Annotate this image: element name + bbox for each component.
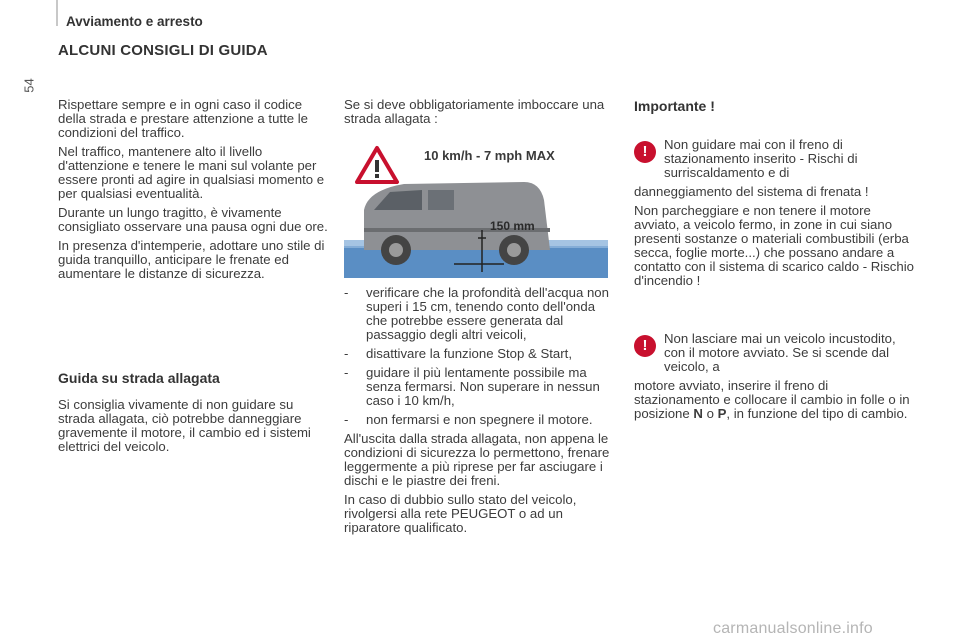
paragraph: All'uscita dalla strada allagata, non appena le condizioni di sicurezza lo permettono, frenare leggermente a più riprese per far asciugare i dischi e le piastre dei freni. bbox=[344, 431, 610, 488]
warning-parking-brake bbox=[634, 138, 916, 293]
watermark: carmanualsonline.info bbox=[713, 620, 873, 637]
flooded-road-steps bbox=[344, 286, 619, 540]
warning-icon: ! bbox=[634, 335, 656, 357]
list-dash: - bbox=[344, 365, 349, 380]
list-item-text: verificare che la profondità dell'acqua non superi i 15 cm, tenendo conto dell'onda che potrebbe essere generata dal passaggio degli altri veicoli, bbox=[366, 285, 609, 342]
section-header: Avviamento e arresto bbox=[66, 14, 203, 29]
list-item bbox=[344, 366, 619, 408]
gear-n: N bbox=[693, 406, 703, 421]
warning-text: Non lasciare mai un veicolo incustodito, con il motore avviato. Se si scende dal veicolo, a bbox=[664, 331, 896, 374]
warning-text-part: , in funzione del tipo di cambio. bbox=[726, 406, 908, 421]
paragraph: Nel traffico, mantenere alto il livello d'attenzione e tenere le mani sul volante per essere pronti ad agire in qualsiasi momento e per qualsiasi eventualità. bbox=[58, 144, 325, 201]
column-middle bbox=[344, 98, 619, 131]
paragraph: In caso di dubbio sullo stato del veicolo, rivolgersi alla rete PEUGEOT o ad un riparatore qualificato. bbox=[344, 492, 577, 535]
page-number: 54 bbox=[21, 78, 37, 93]
list-item bbox=[344, 413, 619, 427]
list-item bbox=[344, 347, 619, 361]
warning-text: Non guidare mai con il freno di stazionamento inserito - Rischi di surriscaldamento e di bbox=[664, 137, 858, 180]
warning-text: danneggiamento del sistema di frenata ! bbox=[634, 184, 869, 199]
paragraph: Durante un lungo tragitto, è vivamente consigliato osservare una pausa ogni due ore. bbox=[58, 205, 328, 234]
flooded-road-advice bbox=[58, 398, 333, 459]
list-dash: - bbox=[344, 285, 349, 300]
important-title: Importante ! bbox=[634, 98, 715, 114]
warning-text: Non parcheggiare e non tenere il motore avviato, a veicolo fermo, in zone in cui siano presenti sostanze o materiali combustibili (erba secca, foglie morte...) che possano andare a contatto con il sistema di scarico caldo - Rischio d'incendio ! bbox=[634, 203, 914, 288]
depth-label: 150 mm bbox=[490, 219, 535, 233]
list-item bbox=[344, 286, 619, 342]
list-dash: - bbox=[344, 346, 349, 361]
warning-unattended-vehicle bbox=[634, 332, 916, 426]
paragraph: Rispettare sempre e in ogni caso il codice della strada e prestare attenzione a tutte le condizioni del traffico. bbox=[58, 97, 308, 140]
list-item-text: non fermarsi e non spegnere il motore. bbox=[366, 412, 593, 427]
page-title: ALCUNI CONSIGLI DI GUIDA bbox=[58, 42, 268, 59]
list-item-text: disattivare la funzione Stop & Start, bbox=[366, 346, 572, 361]
subsection-title: Guida su strada allagata bbox=[58, 370, 220, 386]
warning-text-part: motore avviato, inserire il freno di stazionamento e collocare il cambio in folle o in posizione bbox=[634, 378, 910, 421]
warning-icon: ! bbox=[634, 141, 656, 163]
paragraph: Se si deve obbligatoriamente imboccare una strada allagata : bbox=[344, 97, 605, 126]
flooded-road-illustration bbox=[344, 138, 608, 278]
header-accent-bar bbox=[56, 0, 58, 26]
list-dash: - bbox=[344, 412, 349, 427]
warning-triangle-icon bbox=[357, 148, 397, 182]
list-item-text: guidare il più lentamente possibile ma senza fermarsi. Non superare in nessun caso i 10 km/h, bbox=[366, 365, 600, 408]
column-left bbox=[58, 98, 328, 286]
paragraph: In presenza d'intemperie, adottare uno stile di guida tranquillo, anticipare le frenate ed aumentare le distanze di sicurezza. bbox=[58, 238, 325, 281]
gear-p: P bbox=[717, 406, 727, 421]
conjunction: o bbox=[702, 406, 718, 421]
paragraph: Si consiglia vivamente di non guidare su strada allagata, ciò potrebbe danneggiare gravemente il motore, il cambio ed i sistemi elettrici del veicolo. bbox=[58, 397, 311, 454]
speed-limit-label: 10 km/h - 7 mph MAX bbox=[424, 148, 555, 163]
warning-text bbox=[634, 379, 916, 421]
